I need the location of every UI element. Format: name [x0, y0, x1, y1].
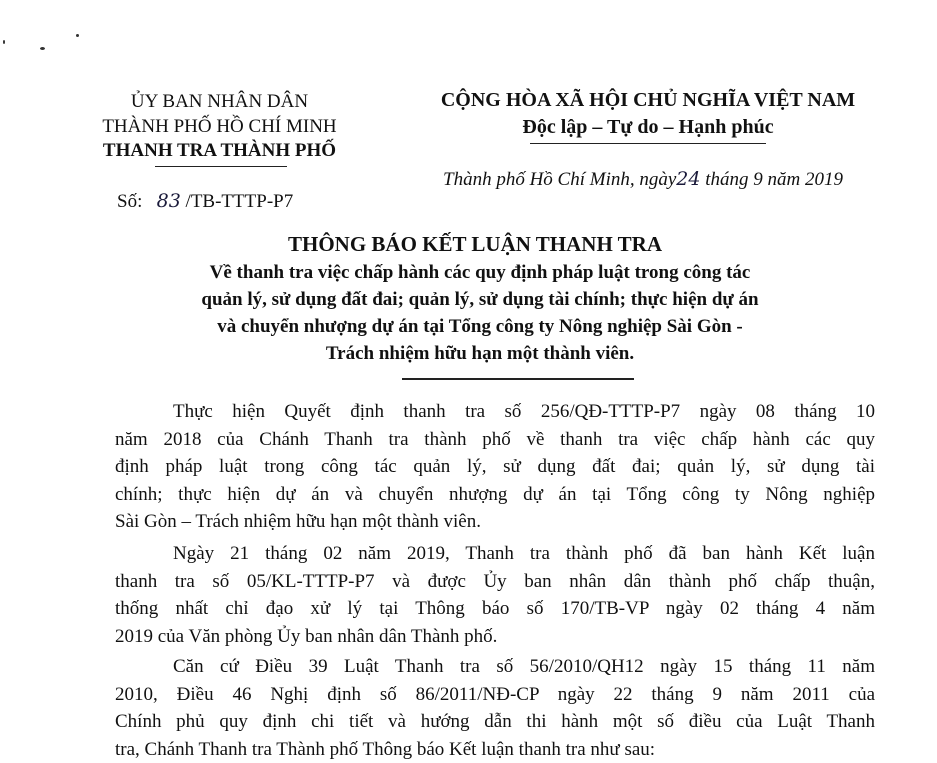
paragraph-line: thanh tra số 05/KL-TTTP-P7 và được Ủy ban nhân dân thành phố chấp thuận, — [115, 568, 875, 596]
issue-date — [408, 168, 878, 191]
title-subject-line: Về thanh tra việc chấp hành các quy định pháp luật trong công tác — [100, 262, 860, 284]
body-paragraph-2 — [115, 540, 875, 650]
motto-underline — [530, 143, 766, 144]
title-subject-line: Trách nhiệm hữu hạn một thành viên. — [100, 343, 860, 365]
paragraph-line: Sài Gòn – Trách nhiệm hữu hạn một thành viên. — [115, 508, 875, 536]
paragraph-line: thống nhất chỉ đạo xử lý tại Thông báo số 170/TB-VP ngày 02 tháng 4 năm — [115, 595, 875, 623]
paragraph-line: Ngày 21 tháng 02 năm 2019, Thanh tra thành phố đã ban hành Kết luận — [115, 540, 875, 568]
date-suffix: tháng 9 năm 2019 — [705, 169, 843, 190]
doc-number-suffix: /TB-TTTP-P7 — [186, 191, 294, 212]
document-title: THÔNG BÁO KẾT LUẬN THANH TRA — [100, 232, 850, 257]
agency-parent-name: ỦY BAN NHÂN DÂN — [92, 91, 347, 113]
document-number — [117, 190, 293, 213]
date-day-handwritten: 24 — [676, 168, 700, 190]
agency-city-name: THÀNH PHỐ HỒ CHÍ MINH — [92, 116, 347, 138]
paragraph-line: 2010, Điều 46 Nghị định số 86/2011/NĐ-CP ngày 22 tháng 9 năm 2011 của — [115, 681, 875, 709]
body-paragraph-1 — [115, 398, 875, 536]
paragraph-line: 2019 của Văn phòng Ủy ban nhân dân Thành phố. — [115, 623, 875, 651]
doc-number-handwritten: 83 — [157, 190, 181, 212]
paragraph-line: tra, Chánh Thanh tra Thành phố Thông báo Kết luận thanh tra như sau: — [115, 736, 875, 763]
scan-speck — [40, 47, 45, 50]
title-subject-line: và chuyển nhượng dự án tại Tổng công ty Nông nghiệp Sài Gòn - — [100, 316, 860, 338]
body-paragraph-3 — [115, 653, 875, 763]
paragraph-line: định pháp luật trong công tác quản lý, sử dụng đất đai; quản lý, sử dụng tài — [115, 453, 875, 481]
title-subject-line: quản lý, sử dụng đất đai; quản lý, sử dụng tài chính; thực hiện dự án — [100, 289, 860, 311]
doc-number-prefix: Số: — [117, 191, 142, 212]
national-title: CỘNG HÒA XÃ HỘI CHỦ NGHĨA VIỆT NAM — [418, 89, 878, 112]
national-motto: Độc lập – Tự do – Hạnh phúc — [418, 116, 878, 139]
date-prefix: Thành phố Hồ Chí Minh, ngày — [443, 169, 676, 190]
scan-speck — [76, 34, 79, 37]
paragraph-line: Thực hiện Quyết định thanh tra số 256/QĐ-TTTP-P7 ngày 08 tháng 10 — [115, 398, 875, 426]
scan-speck — [3, 40, 5, 44]
paragraph-line: năm 2018 của Chánh Thanh tra thành phố về thanh tra việc chấp hành các quy — [115, 426, 875, 454]
agency-underline — [155, 166, 287, 167]
agency-name: THANH TRA THÀNH PHỐ — [92, 140, 347, 162]
paragraph-line: Chính phủ quy định chi tiết và hướng dẫn thi hành một số điều của Luật Thanh — [115, 708, 875, 736]
title-underline — [402, 378, 634, 380]
paragraph-line: Căn cứ Điều 39 Luật Thanh tra số 56/2010/QH12 ngày 15 tháng 11 năm — [115, 653, 875, 681]
paragraph-line: chính; thực hiện dự án và chuyển nhượng dự án tại Tổng công ty Nông nghiệp — [115, 481, 875, 509]
